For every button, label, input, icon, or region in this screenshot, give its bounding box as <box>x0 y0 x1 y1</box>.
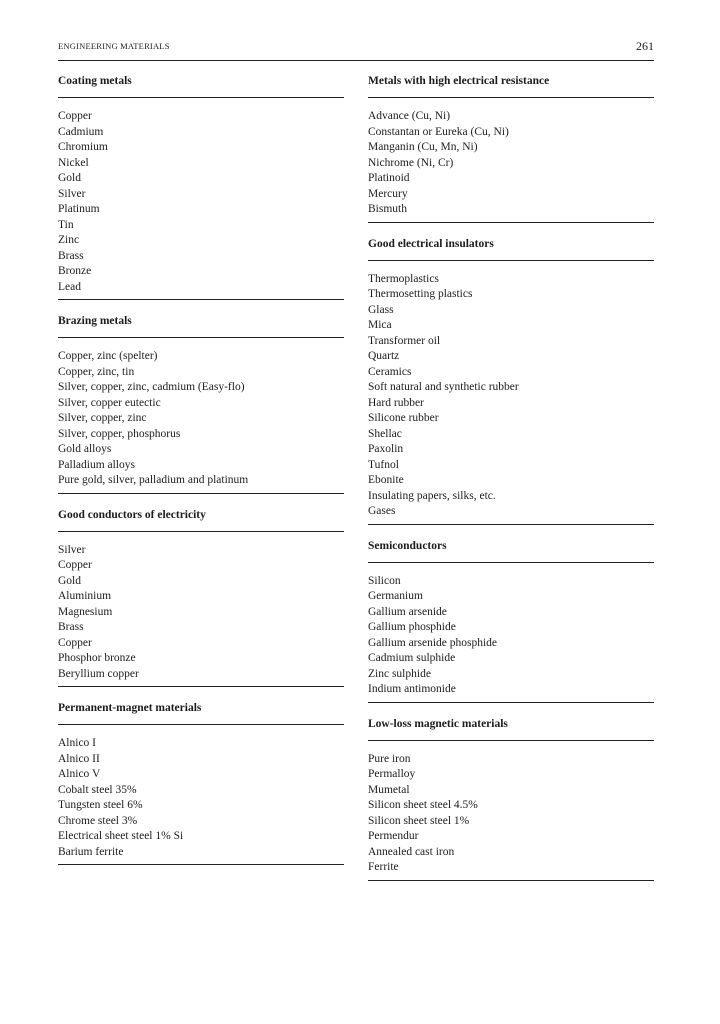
list-item: Silicon sheet steel 1% <box>368 814 470 827</box>
list-item: Ceramics <box>368 365 412 378</box>
list-item: Gases <box>368 505 396 517</box>
list-item: Mica <box>368 319 392 331</box>
list-item: Bismuth <box>368 203 407 215</box>
item-list <box>368 563 654 703</box>
section-title: Brazing metals <box>58 315 132 327</box>
section-title-row <box>368 525 654 563</box>
section-title: Good conductors of electricity <box>58 508 206 521</box>
list-item: Cadmium <box>58 125 104 138</box>
list-item: Tufnol <box>368 458 399 471</box>
list-item: Thermosetting plastics <box>368 288 473 300</box>
list-item: Annealed cast iron <box>368 845 455 858</box>
section-title-row <box>368 60 654 98</box>
section-title: Semiconductors <box>368 539 447 552</box>
list-item: Insulating papers, silks, etc. <box>368 489 496 502</box>
list-item: Silicon sheet steel 4.5% <box>368 799 478 811</box>
list-item: Bronze <box>58 265 92 277</box>
list-item: Silver, copper, zinc <box>58 412 147 424</box>
list-item: Cadmium sulphide <box>368 652 456 664</box>
list-item: Pure iron <box>368 752 411 765</box>
list-item: Copper <box>58 636 92 649</box>
list-item: Constantan or Eureka (Cu, Ni) <box>368 125 509 138</box>
list-item: Brass <box>58 249 84 262</box>
list-item: Mumetal <box>368 783 410 796</box>
list-item: Cobalt steel 35% <box>58 783 137 796</box>
list-item: Advance (Cu, Ni) <box>368 110 451 122</box>
section-title-row <box>368 223 654 261</box>
section-brazing-metals <box>58 300 344 494</box>
section-semiconductors <box>368 525 654 703</box>
item-list <box>58 725 344 865</box>
section-coating-metals <box>58 60 344 300</box>
list-item: Phosphor bronze <box>58 652 136 664</box>
list-item: Gold alloys <box>58 443 112 455</box>
list-item: Shellac <box>368 427 402 440</box>
left-column <box>58 60 344 865</box>
section-good-conductors-of-electricity <box>58 494 344 688</box>
list-item: Chrome steel 3% <box>58 814 138 827</box>
list-item: Electrical sheet steel 1% Si <box>58 830 184 842</box>
section-title: Coating metals <box>58 75 132 87</box>
item-list <box>58 98 344 300</box>
list-item: Gallium arsenide phosphide <box>368 636 498 649</box>
section-title: Permanent-magnet materials <box>58 702 202 714</box>
list-item: Permendur <box>368 830 419 842</box>
list-item: Magnesium <box>58 605 113 618</box>
list-item: Tungsten steel 6% <box>58 799 143 811</box>
list-item: Ebonite <box>368 474 404 486</box>
list-item: Chromium <box>58 141 108 153</box>
item-list <box>368 98 654 223</box>
item-list <box>58 532 344 688</box>
list-item: Glass <box>368 303 394 316</box>
list-item: Silver <box>58 543 86 556</box>
list-item: Aluminium <box>58 590 112 602</box>
list-item: Barium ferrite <box>58 845 124 858</box>
list-item: Beryllium copper <box>58 667 139 680</box>
list-item: Manganin (Cu, Mn, Ni) <box>368 141 478 153</box>
list-item: Paxolin <box>368 443 404 455</box>
list-item: Hard rubber <box>368 396 424 409</box>
list-item: Tin <box>58 218 74 231</box>
section-title: Low-loss magnetic materials <box>368 717 508 730</box>
list-item: Permalloy <box>368 768 416 780</box>
list-item: Lead <box>58 280 81 293</box>
list-item: Silver, copper, phosphorus <box>58 427 181 440</box>
page-header <box>58 41 654 55</box>
list-item: Alnico I <box>58 737 97 749</box>
list-item: Transformer oil <box>368 334 441 347</box>
list-item: Alnico II <box>58 752 100 765</box>
list-item: Alnico V <box>58 768 101 780</box>
section-title-row <box>58 60 344 98</box>
list-item: Indium antimonide <box>368 683 456 695</box>
list-item: Mercury <box>368 187 408 200</box>
item-list <box>58 338 344 494</box>
list-item: Copper <box>58 110 92 122</box>
page-number: 261 <box>636 39 654 53</box>
list-item: Gallium phosphide <box>368 621 456 633</box>
list-item: Thermoplastics <box>368 272 439 285</box>
list-item: Soft natural and synthetic rubber <box>368 381 519 393</box>
section-low-loss-magnetic-materials <box>368 703 654 881</box>
list-item: Palladium alloys <box>58 458 135 471</box>
list-item: Gallium arsenide <box>368 605 447 618</box>
section-metals-with-high-electrical-resistance <box>368 60 654 223</box>
section-title-row <box>58 687 344 725</box>
list-item: Brass <box>58 621 84 633</box>
list-item: Silver, copper, zinc, cadmium (Easy-flo) <box>58 381 245 393</box>
section-permanent-magnet-materials <box>58 687 344 865</box>
list-item: Nickel <box>58 156 89 169</box>
list-item: Platinoid <box>368 172 410 184</box>
list-item: Copper, zinc, tin <box>58 365 135 378</box>
list-item: Silicon <box>368 574 401 587</box>
list-item: Silver, copper eutectic <box>58 396 161 409</box>
item-list <box>368 741 654 881</box>
section-title: Good electrical insulators <box>368 237 494 250</box>
section-good-electrical-insulators <box>368 223 654 525</box>
list-item: Silver <box>58 187 86 200</box>
list-item: Germanium <box>368 590 423 602</box>
list-item: Quartz <box>368 350 400 362</box>
list-item: Gold <box>58 574 81 587</box>
list-item: Nichrome (Ni, Cr) <box>368 156 454 169</box>
section-title-row <box>368 703 654 741</box>
section-title: Metals with high electrical resistance <box>368 75 550 87</box>
list-item: Pure gold, silver, palladium and platinum <box>58 474 249 486</box>
list-item: Copper <box>58 559 92 571</box>
right-column <box>368 60 654 881</box>
item-list <box>368 261 654 525</box>
list-item: Ferrite <box>368 861 399 873</box>
list-item: Gold <box>58 172 81 184</box>
list-item: Platinum <box>58 203 100 215</box>
section-title-row <box>58 494 344 532</box>
section-title-row <box>58 300 344 338</box>
list-item: Silicone rubber <box>368 412 439 424</box>
list-item: Zinc <box>58 234 80 246</box>
list-item: Zinc sulphide <box>368 667 431 680</box>
list-item: Copper, zinc (spelter) <box>58 350 158 362</box>
running-head: ENGINEERING MATERIALS <box>58 41 170 51</box>
